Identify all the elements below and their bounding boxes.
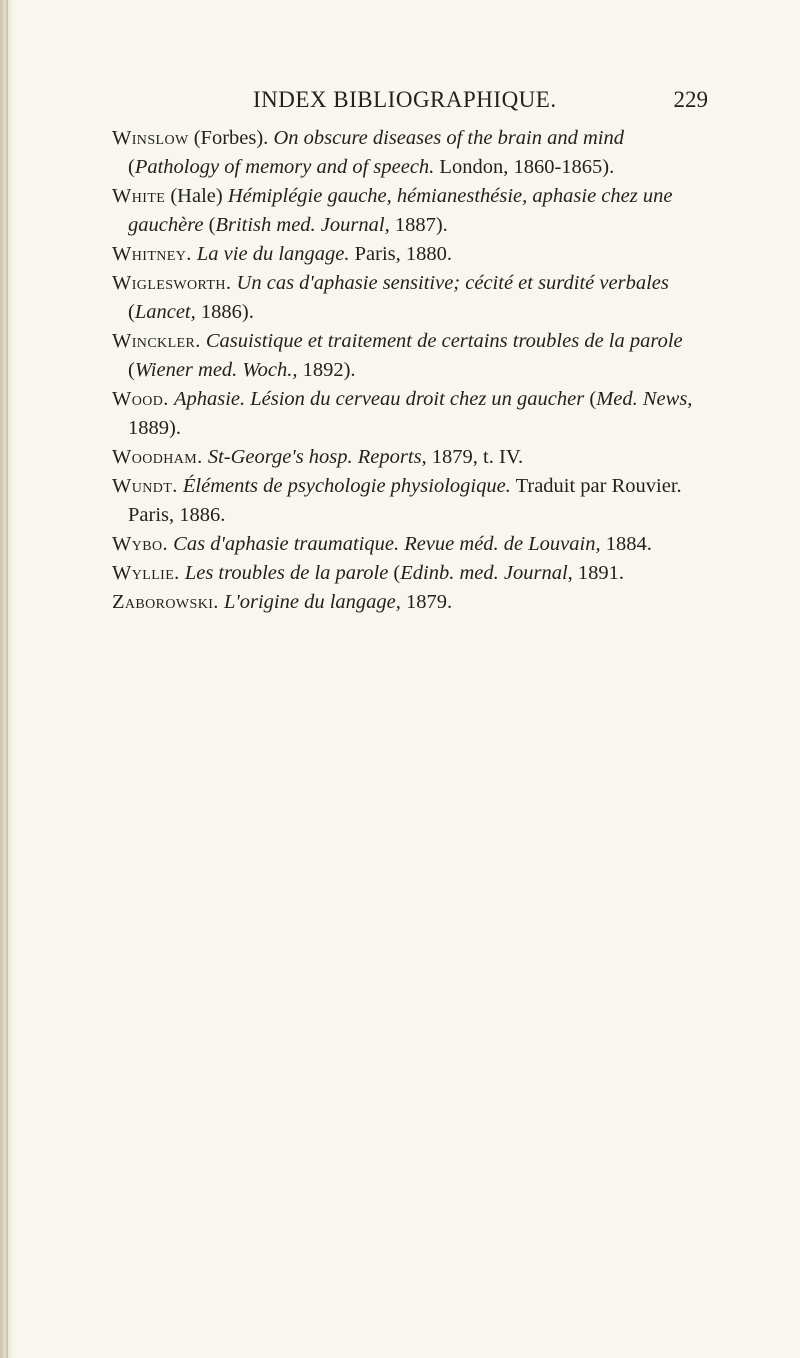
entry-text: 1884. [600,533,652,555]
entry-title-text: Wiener med. Woch., [134,359,298,381]
entry-title-text: Pathology of memory and of speech. [134,156,435,178]
entry-title-text: Les troubles de la parole [184,562,389,584]
entry-author: Winslow [112,127,189,149]
entry-title-text: Aphasie. Lésion du cerveau droit chez un gaucher [173,388,585,410]
entry-title-text: British med. Journal, [215,214,390,236]
bibliography-entry [112,124,712,182]
page-number: 229 [673,87,708,112]
entry-text: (Hale) [165,185,228,207]
entry-title-text: Lancet, [134,301,196,323]
entry-text: ( [203,214,216,236]
entry-text: ( [128,359,135,381]
entry-text: ( [388,562,401,584]
entry-title-text: Éléments de psychologie physiologique. [182,475,511,497]
entry-author: Wyllie. [112,562,180,584]
bibliography-entry [112,443,712,472]
bibliography-entry [112,472,712,530]
entry-author: Woodham. [112,446,203,468]
entry-text: ( [128,301,135,323]
bibliography-entry [112,559,712,588]
entry-text: London, 1860-1865). [434,156,615,178]
page-binding-line [6,0,8,1358]
entry-text: Paris, 1880. [349,243,452,265]
entry-title-text: Hémiplégie gauche, hémianesthésie, aphasie chez une gauchère [128,185,673,236]
entry-text: 1892). [297,359,356,381]
bibliography-entry [112,269,712,327]
entry-title-text: On obscure diseases of the brain and mind [273,127,624,149]
entry-author: Whitney. [112,243,192,265]
entry-author: Wiglesworth. [112,272,232,294]
running-title: INDEX BIBLIOGRAPHIQUE. [253,87,557,112]
bibliography-entry [112,327,712,385]
entry-text: ( [128,156,135,178]
entry-title-text: La vie du langage. [196,243,350,265]
entry-text: Traduit par Rouvier. Paris, 1886. [128,475,682,526]
bibliography-entry [112,385,712,443]
entry-text: 1887). [389,214,448,236]
entry-text: (Forbes). [188,127,274,149]
bibliography-entry [112,240,712,269]
entry-title-text: L'origine du langage, [223,591,401,613]
entry-author: Wybo. [112,533,169,555]
entry-title-text: St-George's hosp. Reports, [207,446,427,468]
entry-text: 1886). [195,301,254,323]
entry-text: 1879. [400,591,453,613]
entry-title-text: Edinb. med. Journal, [400,562,573,584]
bibliography-entry [112,182,712,240]
entry-author: White [112,185,166,207]
entry-text: 1891. [572,562,625,584]
entry-title-text: Casuistique et traitement de certains troubles de la parole [205,330,683,352]
entry-title-text: Med. News, [596,388,693,410]
entry-author: Wundt. [112,475,178,497]
entry-text: 1889). [128,417,181,439]
entry-text: 1879, t. IV. [426,446,524,468]
entry-text: ( [584,388,597,410]
entry-author: Winckler. [112,330,201,352]
entry-title-text: Un cas d'aphasie sensitive; cécité et surdité verbales [236,272,669,294]
page-header [253,87,708,117]
page-binding-edge [0,0,16,1358]
entry-author: Zaborowski. [112,591,219,613]
bibliography-entry [112,588,712,617]
bibliography-list [112,124,712,617]
entry-title-text: Cas d'aphasie traumatique. Revue méd. de Louvain, [173,533,601,555]
entry-author: Wood. [112,388,169,410]
bibliography-entry [112,530,712,559]
